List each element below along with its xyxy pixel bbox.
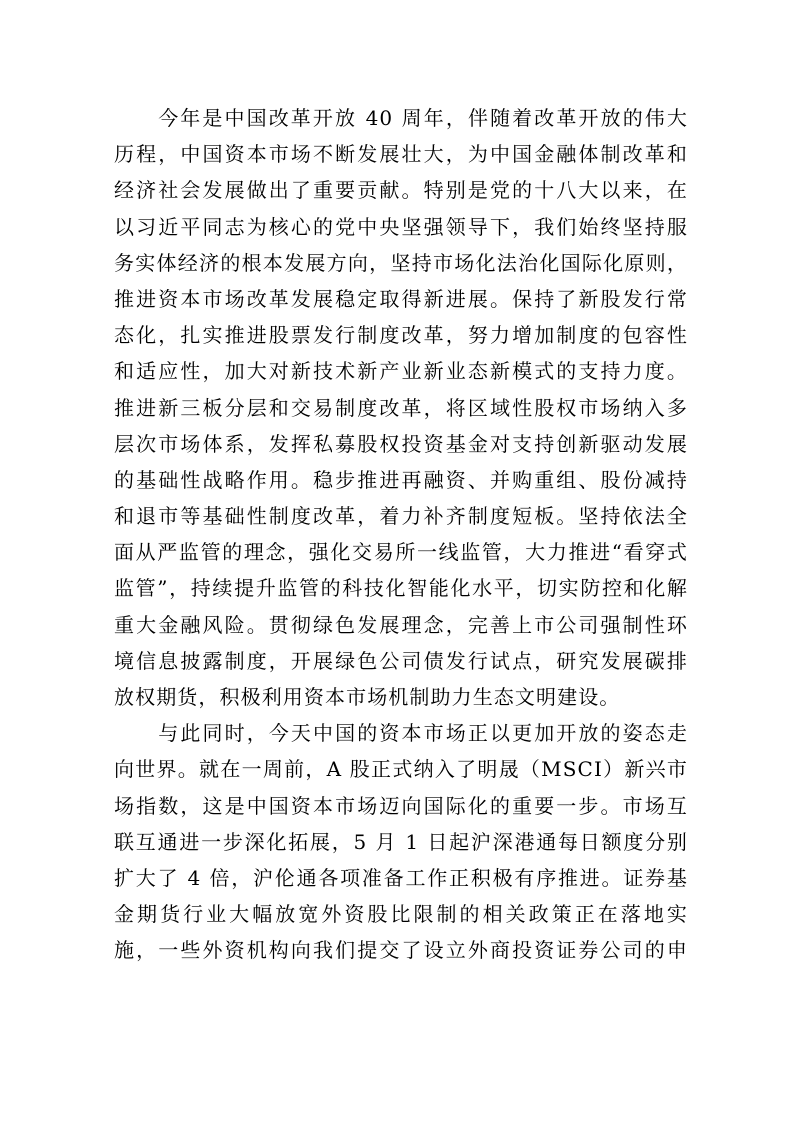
text-line: 境信息披露制度，开展绿色公司债发行试点，研究发展碳排	[114, 648, 688, 673]
text-line: 和适应性，加大对新技术新产业新业态新模式的支持力度。	[114, 359, 688, 384]
text-line: 扩大了 4 倍，沪伦通各项准备工作正积极有序推进。证券基	[114, 865, 688, 890]
text-line: 与此同时，今天中国的资本市场正以更加开放的姿态走	[114, 721, 688, 746]
text-line: 务实体经济的根本发展方向，坚持市场化法治化国际化原则，	[114, 250, 688, 275]
text-line: 今年是中国改革开放 40 周年，伴随着改革开放的伟大	[114, 106, 688, 130]
text-line: 以习近平同志为核心的党中央坚强领导下，我们始终坚持服	[114, 214, 688, 239]
text-line: 向世界。就在一周前，A 股正式纳入了明晟（MSCI）新兴市	[114, 757, 688, 782]
text-line: 历程，中国资本市场不断发展壮大，为中国金融体制改革和	[114, 142, 688, 167]
paragraph-reform-achievements	[114, 100, 688, 715]
text-line: 推进资本市场改革发展稳定取得新进展。保持了新股发行常	[114, 286, 688, 311]
text-line: 施，一些外资机构向我们提交了设立外商投资证券公司的申	[114, 938, 688, 963]
text-line: 经济社会发展做出了重要贡献。特别是党的十八大以来，在	[114, 178, 688, 203]
text-line: 态化，扎实推进股票发行制度改革，努力增加制度的包容性	[114, 323, 688, 348]
text-line: 监管”，持续提升监管的科技化智能化水平，切实防控和化解	[114, 576, 688, 601]
text-line: 的基础性战略作用。稳步推进再融资、并购重组、股份减持	[114, 467, 688, 492]
text-line: 场指数，这是中国资本市场迈向国际化的重要一步。市场互	[114, 793, 688, 818]
text-line: 层次市场体系，发挥私募股权投资基金对支持创新驱动发展	[114, 431, 688, 456]
text-line: 放权期货，积极利用资本市场机制助力生态文明建设。	[114, 685, 621, 709]
text-line: 面从严监管的理念，强化交易所一线监管，大力推进“看穿式	[114, 540, 688, 565]
text-line: 重大金融风险。贯彻绿色发展理念，完善上市公司强制性环	[114, 612, 688, 637]
text-line: 金期货行业大幅放宽外资股比限制的相关政策正在落地实	[114, 902, 688, 927]
text-line: 和退市等基础性制度改革，着力补齐制度短板。坚持依法全	[114, 504, 688, 529]
body-text	[114, 100, 688, 969]
text-line: 推进新三板分层和交易制度改革，将区域性股权市场纳入多	[114, 395, 688, 420]
paragraph-opening-up	[114, 715, 688, 968]
text-line: 联互通进一步深化拓展，5 月 1 日起沪深港通每日额度分别	[114, 829, 688, 854]
